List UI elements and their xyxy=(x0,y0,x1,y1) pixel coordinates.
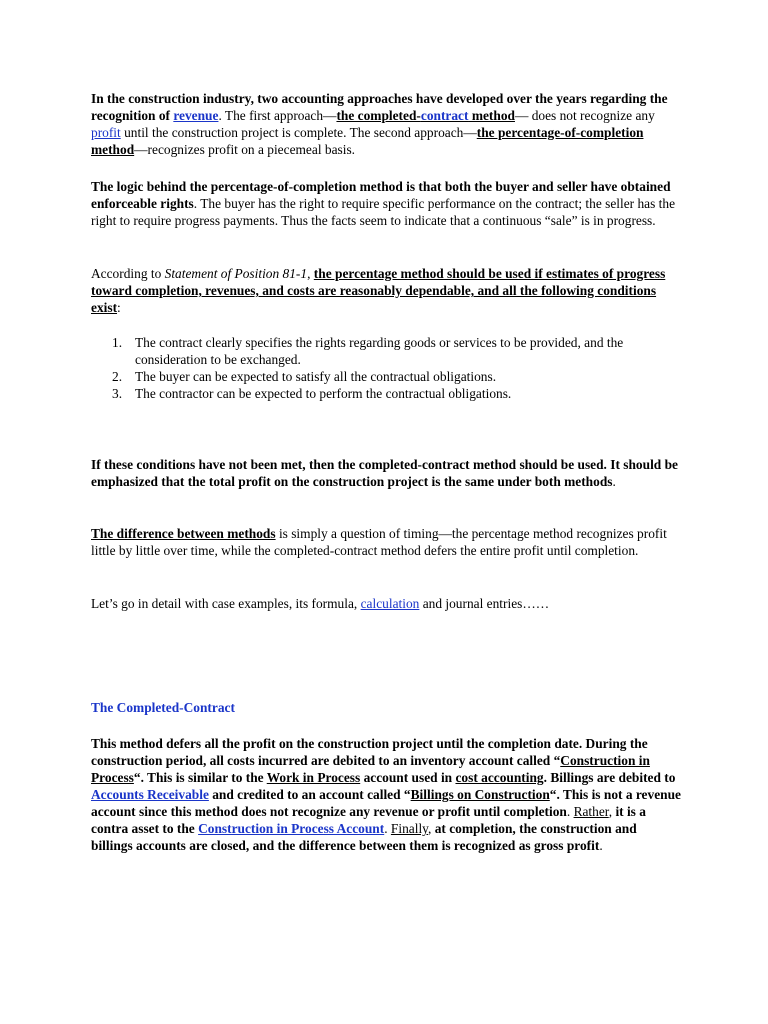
cc-text-1: . xyxy=(566,804,574,819)
intro-paragraph xyxy=(91,90,681,158)
difference-paragraph xyxy=(91,525,681,559)
cc-bold-3: account used in xyxy=(360,770,456,785)
cc-text-3: . xyxy=(384,821,391,836)
completed-contract-term xyxy=(336,108,515,123)
list-item-number: 2. xyxy=(112,369,123,384)
cc-bold-4: . Billings are debited to xyxy=(543,770,676,785)
list-item-number: 3. xyxy=(112,386,123,401)
logic-text: . The buyer has the right to require specific performance on the contract; the seller has the right to require progress payments. Thus the facts seem to indicate that a continuous “sale” is in progress. xyxy=(91,196,676,228)
difference-text: is simply a question of timing—the percentage method recognizes profit little by little over time, while the completed-contract method defers the entire profit until completion. xyxy=(91,526,667,558)
sop-text: According to xyxy=(91,266,165,281)
list-item xyxy=(91,334,681,368)
cost-accounting-term: cost accounting xyxy=(455,770,544,785)
logic-paragraph xyxy=(91,178,681,229)
completed-contract-heading: The Completed-Contract xyxy=(91,700,235,715)
cc-text-2: , xyxy=(608,804,616,819)
cc-bold-2: “. This is similar to the xyxy=(133,770,267,785)
construction-in-process-term: Construction in Process xyxy=(91,753,650,785)
intro-bold-text: In the construction industry, two accounting approaches have developed over the years regarding the recognition of xyxy=(91,91,668,123)
sop-text-2: , xyxy=(307,266,314,281)
conditions-not-met-paragraph xyxy=(91,456,681,490)
conditions-list xyxy=(91,334,681,402)
profit-link[interactable]: profit xyxy=(91,125,121,140)
cc-bold-7: it is a contra asset to the xyxy=(91,804,646,836)
difference-term: The difference between methods xyxy=(91,526,276,541)
logic-bold-text: The logic behind the percentage-of-completion method is that both the buyer and seller have obtained enforceable rights xyxy=(91,179,671,211)
conditions-not-met-end: . xyxy=(612,474,616,489)
details-paragraph xyxy=(91,595,681,612)
conditions-not-met-bold: If these conditions have not been met, then the completed-contract method should be used. It should be emphasized that the total profit on the construction project is the same under both methods xyxy=(91,457,678,489)
sop-text-3: : xyxy=(117,300,121,315)
rather-word: Rather xyxy=(573,804,609,819)
intro-text-3: until the construction project is complete. The second approach— xyxy=(120,125,477,140)
sop-conditions-bold: the percentage method should be used if estimates of progress toward completion, revenues, and costs are reasonably dependable, and all the following conditions exist xyxy=(91,266,666,315)
finally-word: Finally xyxy=(390,821,428,836)
list-item-text: The buyer can be expected to satisfy all the contractual obligations. xyxy=(135,369,497,384)
cc-bold-8: at completion, the construction and billings accounts are closed, and the difference between them is recognized as gross profit xyxy=(91,821,637,853)
list-item xyxy=(91,385,681,402)
cc-text-5: . xyxy=(599,838,603,853)
cc-bold-1: This method defers all the profit on the construction project until the completion date. During the construction period, all costs incurred are debited to an inventory account called “ xyxy=(91,736,648,768)
intro-text-2: — does not recognize any xyxy=(514,108,655,123)
sop-paragraph xyxy=(91,265,681,316)
completed-contract-term-end: method xyxy=(468,108,515,123)
accounts-receivable-link[interactable]: Accounts Receivable xyxy=(91,787,209,802)
cc-text-4: , xyxy=(428,821,435,836)
list-item xyxy=(91,368,681,385)
contract-link[interactable]: contract xyxy=(420,108,469,123)
completed-contract-paragraph xyxy=(91,735,681,854)
list-item-number: 1. xyxy=(112,335,123,350)
list-item-text: The contract clearly specifies the rights regarding goods or services to be provided, and the consideration to be exchanged. xyxy=(135,335,624,367)
calculation-link[interactable]: calculation xyxy=(360,596,420,611)
cc-bold-5: and credited to an account called “ xyxy=(208,787,411,802)
completed-contract-term-part: the completed- xyxy=(336,108,421,123)
sop-title: Statement of Position 81-1 xyxy=(164,266,308,281)
intro-text: . The first approach— xyxy=(218,108,337,123)
percentage-method-term: the percentage-of-completion method xyxy=(91,125,644,157)
intro-text-4: —recognizes profit on a piecemeal basis. xyxy=(134,142,356,157)
work-in-process-term: Work in Process xyxy=(266,770,361,785)
construction-in-process-account-link[interactable]: Construction in Process Account xyxy=(198,821,385,836)
details-text: Let’s go in detail with case examples, its formula, xyxy=(91,596,361,611)
revenue-link[interactable]: revenue xyxy=(173,108,219,123)
list-item-text: The contractor can be expected to perform the contractual obligations. xyxy=(135,386,512,401)
details-text-2: and journal entries…… xyxy=(419,596,550,611)
cc-bold-6: “. This is not a revenue account since this method does not recognize any revenue or profit until completion xyxy=(91,787,681,819)
billings-on-construction-term: Billings on Construction xyxy=(410,787,550,802)
